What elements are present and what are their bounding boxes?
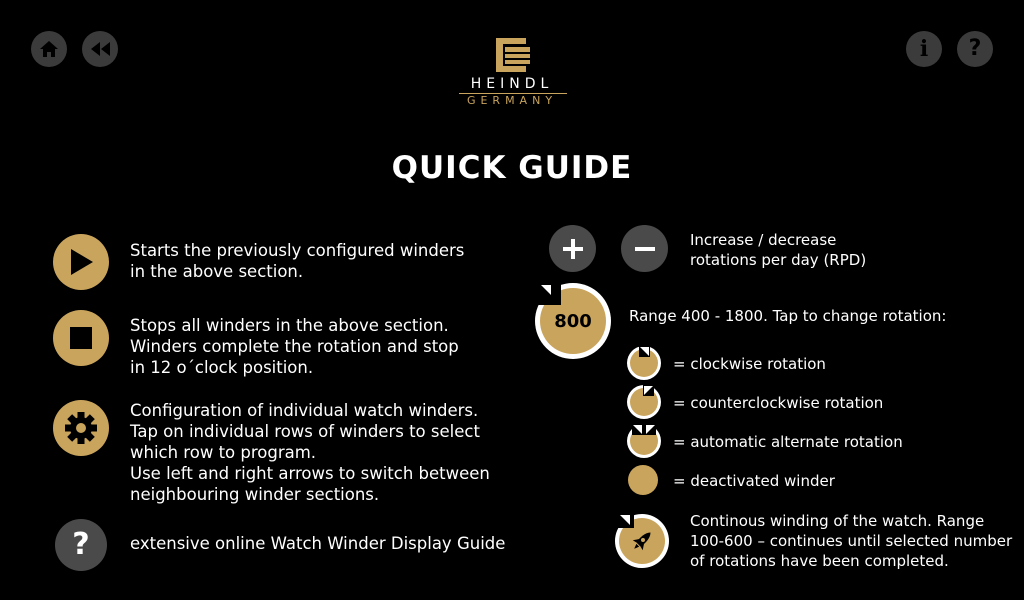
continuous-description: Continous winding of the watch. Range 100-600 – continues until selected number of rotations have been completed. bbox=[690, 512, 1013, 570]
help-button[interactable] bbox=[957, 31, 993, 67]
rotation-arrow-icon bbox=[618, 514, 634, 528]
brand-name: HEINDL bbox=[470, 76, 554, 92]
deactivated-icon bbox=[628, 465, 658, 495]
alternate-label: = automatic alternate rotation bbox=[673, 433, 903, 451]
deactivated-label: = deactivated winder bbox=[673, 472, 835, 490]
settings-button[interactable] bbox=[53, 400, 109, 456]
home-icon bbox=[39, 40, 59, 58]
stop-description: Stops all winders in the above section. Winders complete the rotation and stop in 12 o´clock position. bbox=[130, 316, 459, 377]
decrease-button[interactable] bbox=[621, 225, 668, 272]
rocket-icon bbox=[629, 528, 655, 554]
increase-button[interactable] bbox=[549, 225, 596, 272]
gear-icon bbox=[64, 411, 98, 445]
counterclockwise-icon bbox=[643, 385, 654, 396]
online-guide-button[interactable] bbox=[55, 519, 107, 571]
rotation-arrow-icon bbox=[537, 283, 561, 305]
help-icon: ? bbox=[968, 36, 982, 61]
brand-logo bbox=[496, 38, 530, 72]
stop-button[interactable] bbox=[53, 310, 109, 366]
rewind-icon bbox=[89, 42, 111, 56]
info-button[interactable] bbox=[906, 31, 942, 67]
counterclockwise-mode bbox=[627, 385, 661, 419]
home-button[interactable] bbox=[31, 31, 67, 67]
plus-icon bbox=[562, 238, 584, 260]
clockwise-label: = clockwise rotation bbox=[673, 355, 826, 373]
range-description: Range 400 - 1800. Tap to change rotation: bbox=[629, 307, 947, 325]
minus-icon bbox=[634, 238, 656, 260]
continuous-winding-button[interactable] bbox=[615, 514, 669, 568]
clockwise-icon bbox=[639, 346, 650, 357]
back-button[interactable] bbox=[82, 31, 118, 67]
settings-description: Configuration of individual watch winders. Tap on individual rows of winders to select which row to program. Use left and right arrows to switch between neighbouring winder sections. bbox=[130, 401, 490, 504]
question-icon: ? bbox=[72, 527, 90, 562]
brand-subtitle: GERMANY bbox=[466, 94, 558, 107]
rpd-button[interactable] bbox=[535, 283, 611, 359]
stop-icon bbox=[69, 326, 93, 350]
play-button[interactable] bbox=[53, 234, 109, 290]
rpd-description: Increase / decrease rotations per day (RPD) bbox=[690, 231, 867, 269]
play-icon bbox=[67, 247, 95, 277]
rpd-value: 800 bbox=[554, 310, 592, 332]
play-description: Starts the previously configured winders in the above section. bbox=[130, 241, 465, 281]
clockwise-mode bbox=[627, 346, 661, 380]
alternate-icon bbox=[632, 424, 656, 435]
alternate-mode bbox=[627, 424, 661, 458]
page-title: QUICK GUIDE bbox=[391, 150, 633, 186]
online-guide-description: extensive online Watch Winder Display Guide bbox=[130, 534, 506, 553]
counterclockwise-label: = counterclockwise rotation bbox=[673, 394, 884, 412]
info-icon: i bbox=[919, 36, 929, 62]
